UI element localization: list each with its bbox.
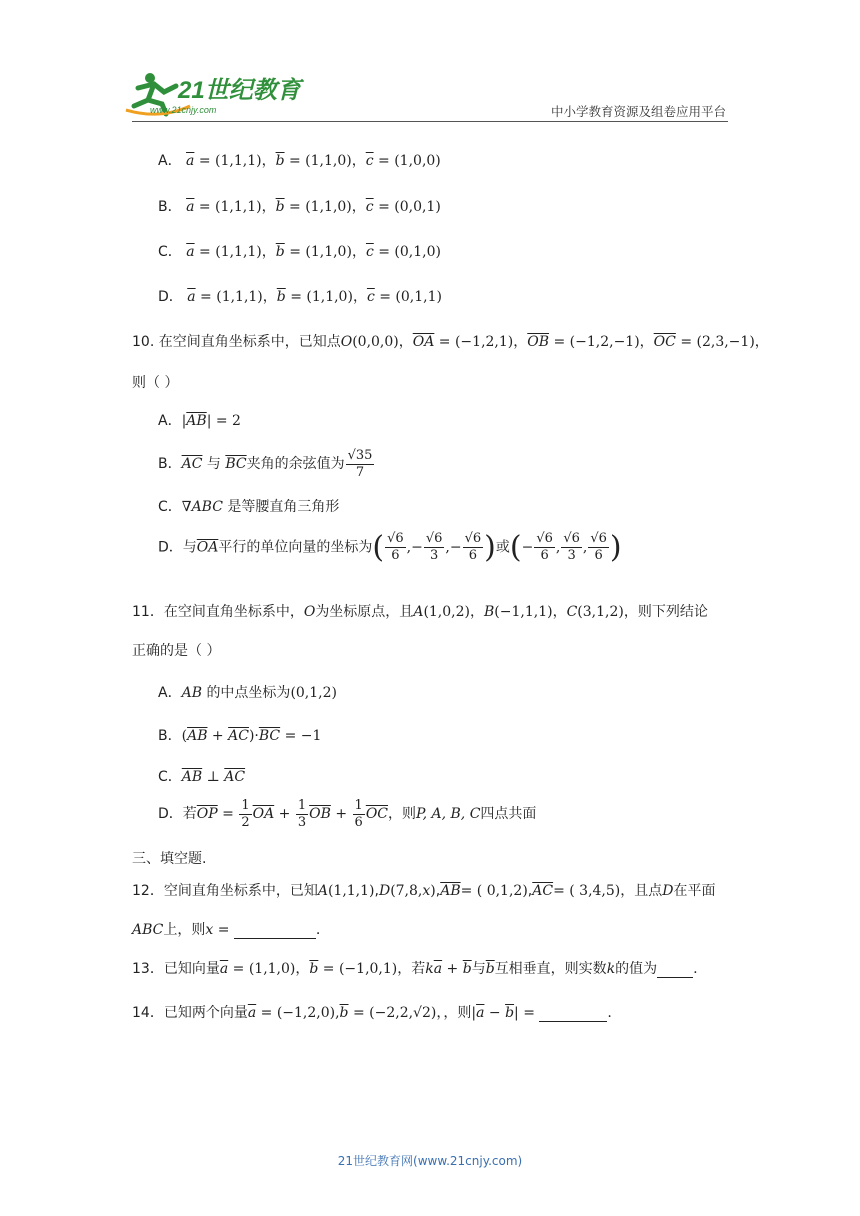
q10-stem: 10. 在空间直角坐标系中，已知点O(0,0,0)，$\overline{OA} = (-1,2,1)$，$\overline{OB} = (-1,2,-1)$，$\overline{OC} = (2,3,-1)$，	[132, 334, 769, 350]
q11-option-c: C．$\overline{AB}$ ⊥ $\overline{AC}$	[158, 769, 246, 785]
svg-text:www.21cnjy.com: www.21cnjy.com	[150, 105, 217, 115]
page-footer[interactable]: 21世纪教育网(www.21cnjy.com)	[337, 1154, 523, 1168]
q12-answer-blank[interactable]	[234, 938, 316, 939]
q11-option-a: A．AB 的中点坐标为(0,1,2)	[158, 685, 337, 701]
q9-option-c: C． $\overline{a} = (1,1,1)$，$\overline{b} = (1,1,0)$，$\overline{c} = (0,1,0)$	[158, 244, 441, 260]
q12-stem: 12．空间直角坐标系中，已知$A(1,1,1),D(7,8,x),\overline{AB}=$ ( $0,1,2),\overline{AC}=$ ( 3,4,5)，且点D在平面	[132, 883, 716, 899]
header-divider	[132, 121, 728, 122]
page-header	[120, 66, 728, 122]
q11-stem-line2: 正确的是（ ）	[132, 643, 221, 659]
q10-option-d: D．与$\overline{OA}$平行的单位向量的坐标为( $\frac{√6}{6}$ ,− $\frac{√6}{3}$ ,− $\frac{√6}{6}$ )或(− $\frac{√6}{6}$ , $\frac{√6}{3}$ , $\frac{√6}{6}$ )	[158, 530, 622, 565]
q9-option-b: B． $\overline{a} = (1,1,1)$，$\overline{b} = (1,1,0)$，$\overline{c} = (0,0,1)$	[158, 199, 441, 215]
q10-stem-line2: 则（ ）	[132, 375, 179, 391]
q14-stem: 14．已知两个向量$\overline{a} = (-1,2,0),\overline{b} = (-2,2,√2)$，，则$|\overline{a} - \overline{b}|$ = .	[132, 1005, 612, 1021]
q14-answer-blank[interactable]	[539, 1021, 607, 1022]
q11-stem: 11．在空间直角坐标系中，O为坐标原点，且A(1,0,2)，B(−1,1,1)，C(3,1,2)，则下列结论	[132, 604, 708, 620]
q10-option-a: A．$|\overline{AB}| = 2$	[158, 413, 241, 429]
section-3-title: 三、填空题.	[132, 851, 207, 867]
header-platform-text: 中小学教育资源及组卷应用平台	[550, 104, 726, 119]
q13-stem: 13．已知向量$\overline{a} = (1,1,0)$，$\overline{b} = (-1,0,1)$，若$k\overline{a} + \overline{b}$与$\overline{b}$互相垂直，则实数k的值为 .	[132, 961, 698, 977]
q9-option-a: A． $\overline{a} = (1,1,1)$，$\overline{b} = (1,1,0)$，$\overline{c} = (1,0,0)$	[158, 153, 441, 169]
svg-text:21世纪教育: 21世纪教育	[178, 77, 301, 104]
q11-option-b: B．$(\overline{AB} + \overline{AC})\cdot\overline{BC} = -1$	[158, 728, 322, 744]
21cnjy-logo	[120, 66, 310, 118]
q9-option-d: D． $\overline{a} = (1,1,1)$，$\overline{b} = (1,1,0)$，$\overline{c} = (0,1,1)$	[158, 289, 442, 305]
q10-option-b: B．$\overline{AC}$ 与 $\overline{BC}$夹角的余弦值为 $\frac{√35}{7}$	[158, 448, 373, 480]
q10-option-c: C．∇ABC 是等腰直角三角形	[158, 499, 340, 515]
q13-answer-blank[interactable]	[657, 977, 693, 978]
q11-option-d: D．若$\overline{OP}$ = $\frac{1}{2}$ $\overline{OA}$ + $\frac{1}{3}$ $\overline{OB}$ + $\frac{1}{6}$ $\overline{OC}$，则P, A, B, C四点共面	[158, 798, 537, 830]
q12-stem-line2: ABC上，则x = .	[132, 922, 321, 938]
